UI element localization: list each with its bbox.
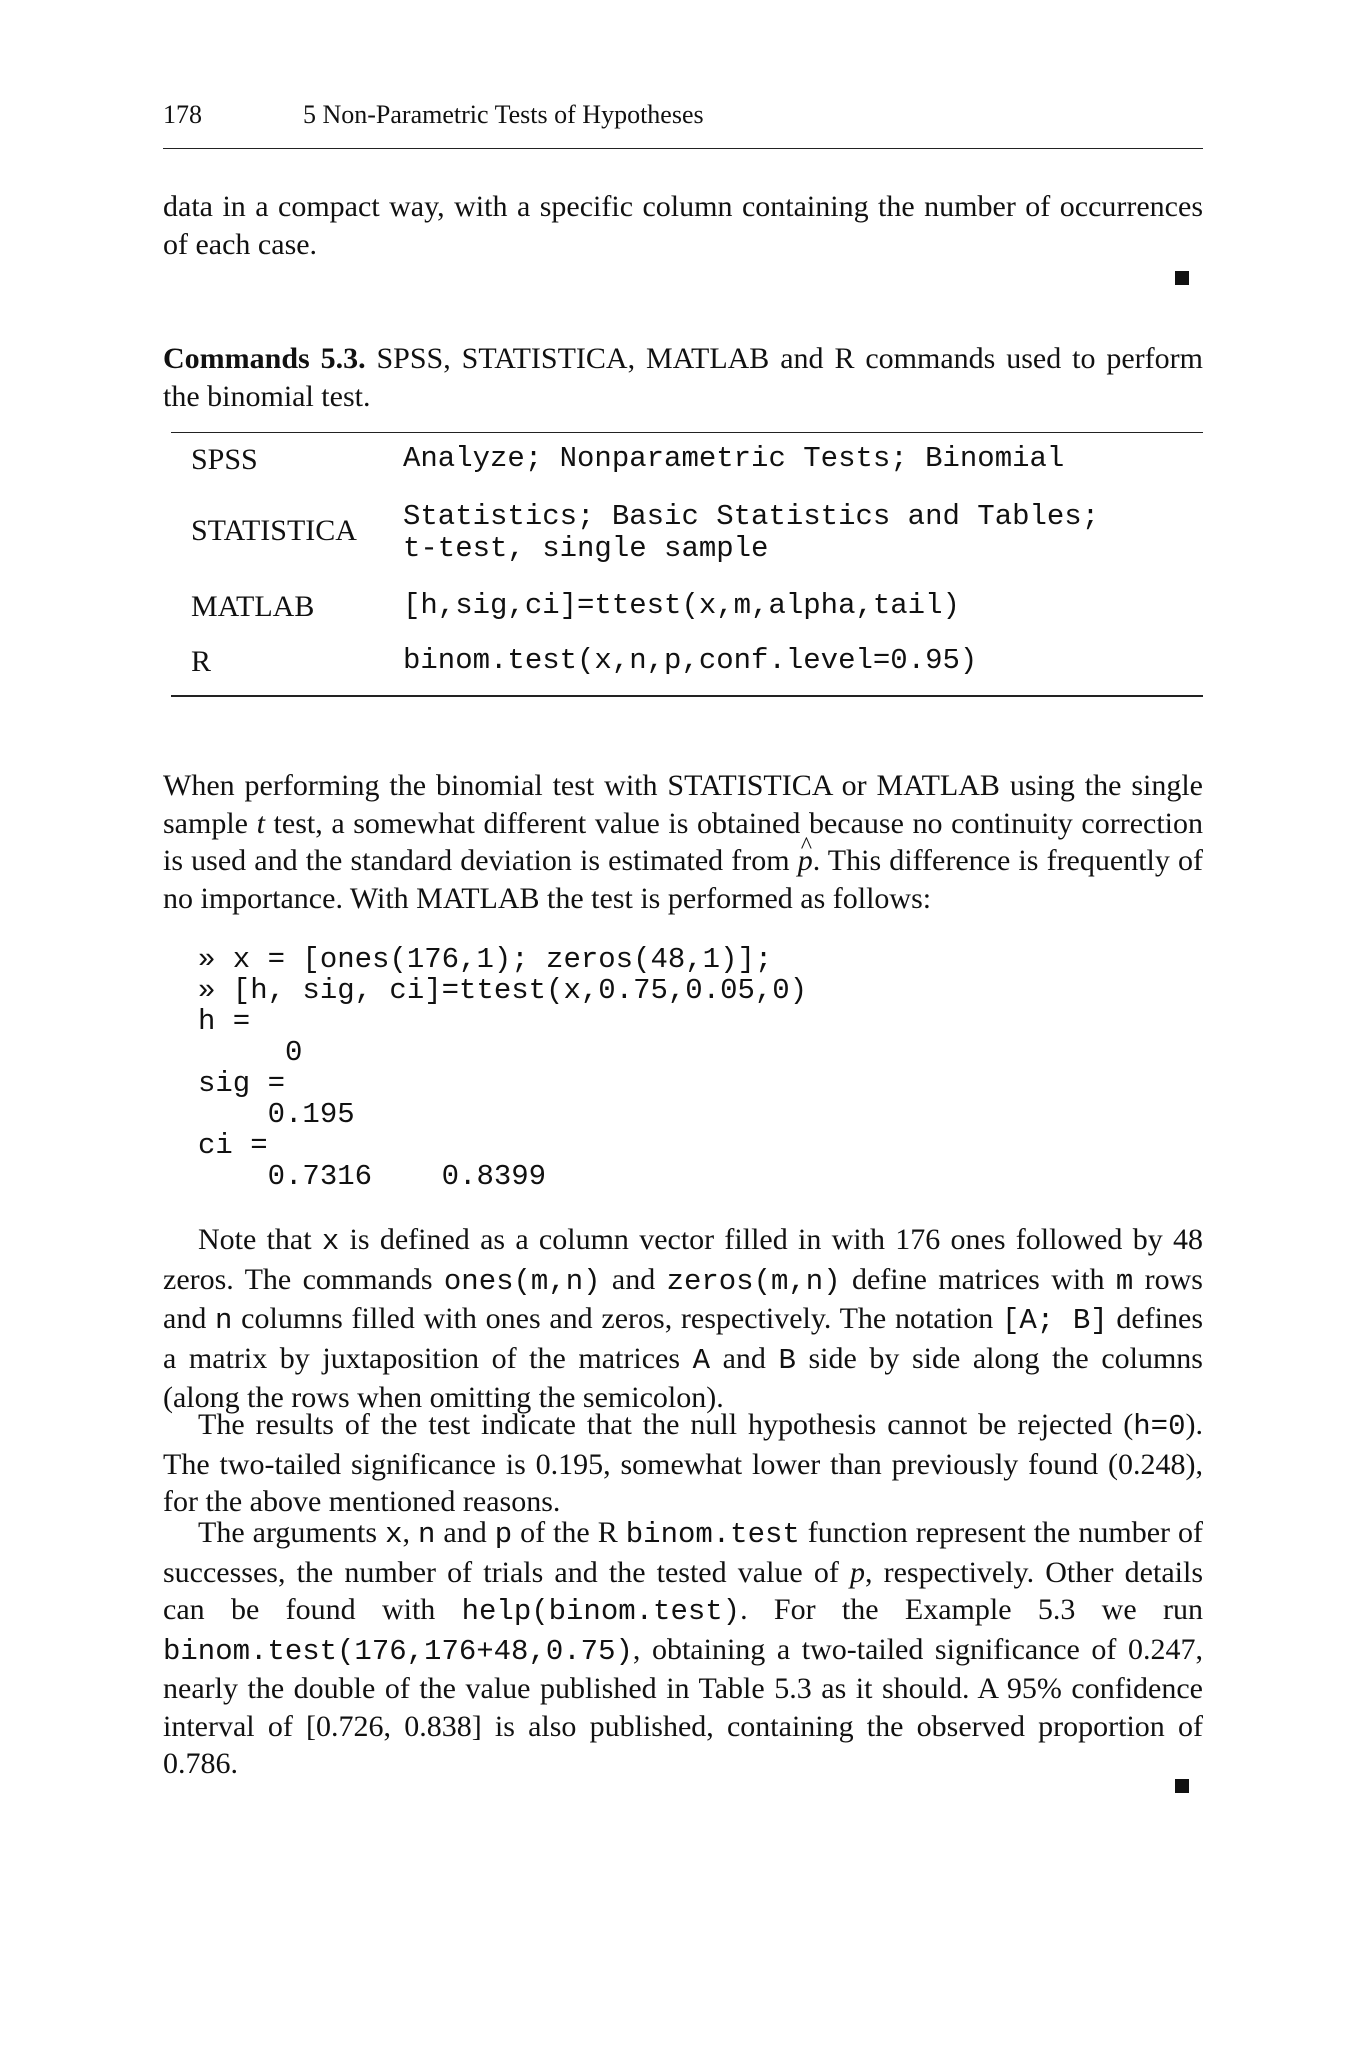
software-command: Analyze; Nonparametric Tests; Binomial [403,442,1065,475]
page-number: 178 [163,100,202,129]
body-paragraph-2: Note that x is defined as a column vector filled in with 176 ones followed by 48 zeros. The commands ones(m,n) and zeros(m,n) define matrices with m rows and n columns filled with ones and zeros, respectively. The notation [A; B] defines a matrix by juxtaposition of the matrices A and B side by side along the columns (along the rows when omitting the semicolon). [163,1223,1203,1414]
end-of-example-mark [1175,1779,1189,1793]
software-name: MATLAB [191,590,315,623]
software-command: Statistics; Basic Statistics and Tables; t-test, single sample [403,500,1100,565]
p-hat-symbol: ^ p [798,842,813,880]
matlab-code-block: » x = [ones(176,1); zeros(48,1)]; » [h, sig, ci]=ttest(x,0.75,0.05,0) h = 0 sig = 0.195 ci = 0.7316 0.8399 [198,943,808,1193]
intro-paragraph: data in a compact way, with a specific column containing the number of occurrences of each case. [163,190,1203,261]
running-header [163,100,1203,149]
software-name: SPSS [191,443,258,476]
commands-label: Commands 5.3. [163,342,366,375]
body-paragraph-1: When performing the binomial test with STATISTICA or MATLAB using the single sample t test, a somewhat different value is obtained because no continuity correction is used and the standard deviation is estimated from ^ p. This difference is frequently of no importance. With MATLAB the test is performed as follows: [163,767,1203,917]
commands-caption-text: SPSS, STATISTICA, MATLAB and R commands used to perform the binomial test. [163,342,1203,413]
end-of-example-mark [1175,271,1189,285]
body-paragraph-4: The arguments x, n and p of the R binom.test function represent the number of successes, the number of trials and the tested value of p, respectively. Other details can be found with help(binom.test). For the Example 5.3 we run binom.test(176,176+48,0.75), obtaining a two-tailed significance of 0.247, nearly the double of the value published in Table 5.3 as it should. A 95% confidence interval of [0.726, 0.838] is also published, containing the observed proportion of 0.786. [163,1516,1203,1780]
commands-table [171,432,1203,697]
software-name: R [191,645,212,678]
software-name: STATISTICA [191,514,357,547]
chapter-title: 5 Non-Parametric Tests of Hypotheses [303,100,704,129]
body-paragraph-3: The results of the test indicate that the null hypothesis cannot be rejected (h=0). The two-tailed significance is 0.195, somewhat lower than previously found (0.248), for the above mentioned reasons. [163,1408,1203,1518]
software-command: [h,sig,ci]=ttest(x,m,alpha,tail) [403,589,960,622]
software-command: binom.test(x,n,p,conf.level=0.95) [403,644,978,677]
commands-caption [163,340,1203,415]
